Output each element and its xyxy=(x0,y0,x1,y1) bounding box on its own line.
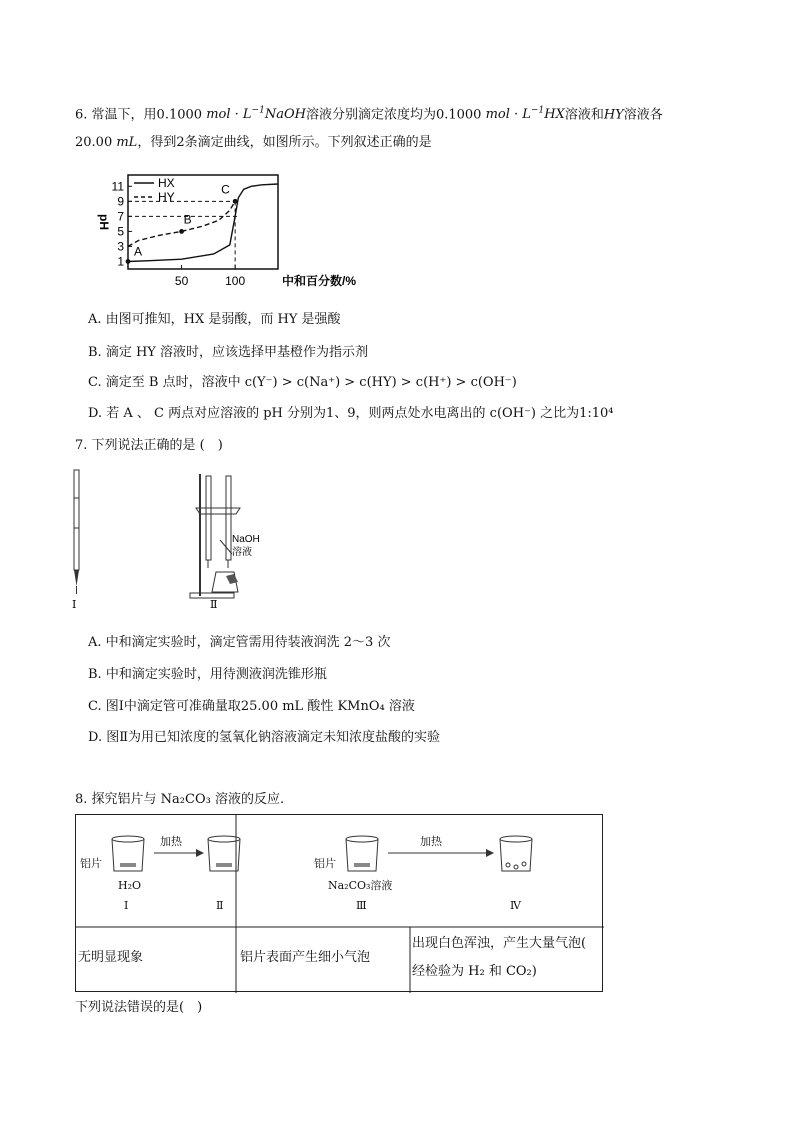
water-label: H₂O xyxy=(118,879,142,892)
q6-text: 6. 常温下，用 xyxy=(75,107,157,123)
fig-label-2: Ⅱ xyxy=(210,598,218,611)
point-label-a: A xyxy=(134,244,143,259)
x-tick-label: 100 xyxy=(225,274,246,288)
q6-stem-line1: 6. 常温下，用0.1000 mol · $L^{-1}NaOH$溶液分别滴定浓度均为0.1000 mol · $L^{-1}HX$溶液和HY溶液各 xyxy=(75,106,663,123)
naoh-label: NaOH xyxy=(232,534,260,545)
y-tick-label: 11 xyxy=(111,179,124,194)
beaker-1-icon xyxy=(112,836,144,871)
point-a xyxy=(126,259,131,264)
titration-chart xyxy=(88,163,357,303)
y-tick-label: 7 xyxy=(117,209,124,224)
q6-stem-line2: 20.00 mL，得到2条滴定曲线，如图所示。下列叙述正确的是 xyxy=(75,135,432,150)
observation-3-line1: 出现白色浑浊，产生大量气泡( xyxy=(412,936,587,951)
y-tick-label: 5 xyxy=(117,224,124,239)
beaker-3-icon xyxy=(346,836,378,871)
legend-hx-label: HX xyxy=(158,176,175,190)
observation-3-line2: 经检验为 H₂ 和 CO₂) xyxy=(412,964,537,979)
heat-label-1: 加热 xyxy=(160,835,182,848)
label-iii: Ⅲ xyxy=(356,899,367,912)
q7-stem: 7. 下列说法正确的是 ( ) xyxy=(75,438,223,453)
sodium-carbonate-label: Na₂CO₃溶液 xyxy=(328,879,393,892)
aluminum-label-1: 铝片 xyxy=(80,857,102,870)
y-tick-label: 3 xyxy=(117,239,124,254)
y-axis-label: pH xyxy=(97,214,111,230)
q6-option-b[interactable]: B. 滴定 HY 溶液时，应该选择甲基橙作为指示剂 xyxy=(88,345,369,360)
q8-question: 下列说法错误的是( ) xyxy=(75,1000,203,1015)
q7-option-d[interactable]: D. 图Ⅱ为用已知浓度的氢氧化钠溶液滴定未知浓度盐酸的实验 xyxy=(88,730,441,745)
point-b xyxy=(179,229,184,234)
aluminum-label-2: 铝片 xyxy=(314,857,336,870)
point-label-c: C xyxy=(221,182,230,197)
x-tick-label: 50 xyxy=(174,274,189,288)
q7-option-a[interactable]: A. 中和滴定实验时，滴定管需用待装液润洗 2～3 次 xyxy=(88,635,391,650)
y-tick-label: 9 xyxy=(117,194,124,209)
titration-apparatus-figure xyxy=(68,468,268,611)
experiment-table xyxy=(75,814,603,992)
solution-label: 溶液 xyxy=(232,547,252,558)
observation-2: 铝片表面产生细小气泡 xyxy=(240,950,371,965)
y-tick-label: 1 xyxy=(117,254,124,269)
fig-label-1: Ⅰ xyxy=(72,598,77,611)
beaker-2-icon xyxy=(208,836,240,871)
q6-option-d[interactable]: D. 若 A 、 C 两点对应溶液的 pH 分别为1、9，则两点处水电离出的 c(OH⁻) 之比为1:10⁴ xyxy=(88,406,614,421)
point-c xyxy=(233,199,238,204)
series-hy-line xyxy=(128,201,235,246)
beaker-4-icon xyxy=(500,836,532,871)
q8-stem: 8. 探究铝片与 Na₂CO₃ 溶液的反应. xyxy=(75,792,285,807)
x-axis-label: 中和百分数/% xyxy=(282,274,357,288)
label-ii: Ⅱ xyxy=(216,899,224,912)
q6-option-c[interactable]: C. 滴定至 B 点时，溶液中 c(Y⁻) > c(Na⁺) > c(HY) > c(H⁺) > c(OH⁻) xyxy=(88,375,517,390)
burette-figure-1 xyxy=(74,470,79,594)
legend-hy-label: HY xyxy=(158,190,175,204)
q7-option-c[interactable]: C. 图Ⅰ中滴定管可准确量取25.00 mL 酸性 KMnO₄ 溶液 xyxy=(88,699,415,714)
heat-label-2: 加热 xyxy=(420,835,442,848)
q6-option-a[interactable]: A. 由图可推知，HX 是弱酸，而 HY 是强酸 xyxy=(88,312,341,327)
series-hx-line xyxy=(128,184,278,262)
q7-option-b[interactable]: B. 中和滴定实验时，用待测液润洗锥形瓶 xyxy=(88,667,327,682)
plot-frame xyxy=(128,175,278,269)
point-label-b: B xyxy=(183,212,192,227)
label-i: Ⅰ xyxy=(124,899,129,912)
label-iv: Ⅳ xyxy=(510,899,521,912)
observation-1: 无明显现象 xyxy=(78,950,144,965)
